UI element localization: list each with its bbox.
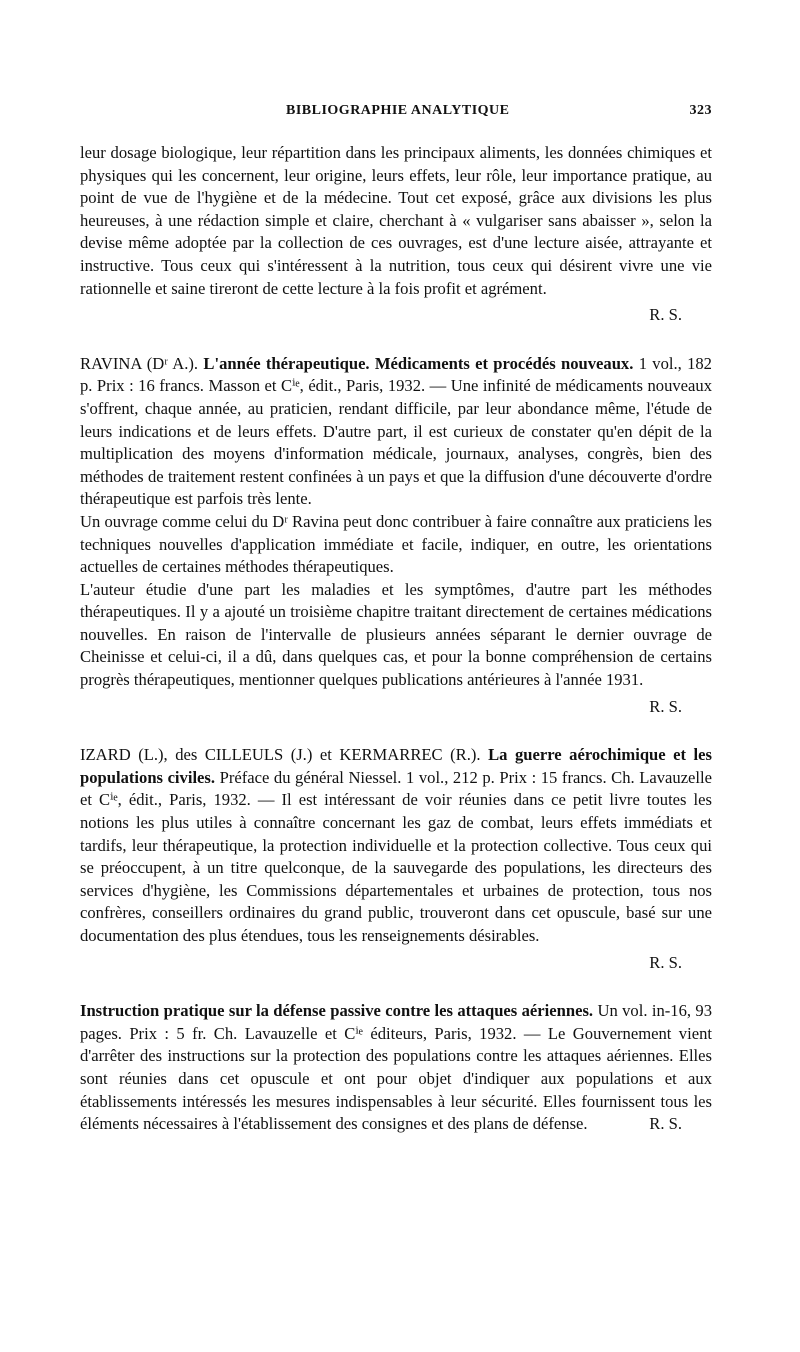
running-title: BIBLIOGRAPHIE ANALYTIQUE bbox=[286, 103, 510, 118]
book-author: RAVINA (Dʳ A.). bbox=[80, 353, 199, 373]
page-number: 323 bbox=[689, 103, 712, 118]
review-signature: R. S. bbox=[649, 952, 682, 972]
review-signature: R. S. bbox=[649, 696, 682, 716]
book-publication: Un vol. in-16, 93 pages. Prix : 5 fr. Ch. Lavauzelle et Cⁱᵉ éditeurs, Paris, 1932. bbox=[80, 1001, 712, 1043]
review-entry-defense-passive bbox=[80, 1000, 712, 1136]
review-signature: R. S. bbox=[649, 1114, 682, 1134]
page-header bbox=[80, 103, 712, 125]
review-signature: R. S. bbox=[649, 305, 682, 325]
review-paragraph: L'auteur étudie d'une part les maladies et les symptômes, d'autre part les méthodes thérapeutiques. Il y a ajouté un troisième chapitre traitant directement de certaines médications nouvelles. En raison de l'intervalle de plusieurs années séparant le dernier ouvrage de Cheinisse et celui-ci, il a dû, dans quelques cas, et pour la bonne compréhension de certains progrès thérapeutiques, mentionner quelques publications antérieures à l'année 1931. bbox=[80, 579, 712, 690]
review-text: — Le Gouvernement vient d'arrêter des instructions sur la protection des populations contre les attaques aériennes. Elles sont réunies dans cet opuscule et ont pour objet d'indiquer aux populations et aux établissements intéressés les mesures indispensables à leur sécurité. Elles fournissent tous les éléments nécessaires à l'établissement des consignes et des plans de défense. bbox=[80, 1023, 712, 1134]
review-entry-ravina bbox=[80, 353, 712, 719]
page-body bbox=[80, 142, 712, 1136]
review-paragraph bbox=[80, 353, 712, 511]
book-publication: 1 vol., 182 p. Prix : 16 francs. Masson et Cⁱᵉ, édit., Paris, 1932. bbox=[80, 353, 712, 396]
review-paragraph: Un ouvrage comme celui du Dʳ Ravina peut donc contribuer à faire connaître aux praticiens les techniques nouvelles d'application immédiate et facile, indiquer, en outre, les orientations actuelles de certaines méthodes thérapeutiques. bbox=[80, 511, 712, 577]
review-paragraph bbox=[80, 744, 712, 947]
review-text: — Une infinité de médicaments nouveaux s'offrent, chaque année, au praticien, rendant difficile, par leur abondance même, l'étude de leurs indications et de leurs effets. D'autre part, il est curieux de constater qu'en dépit de la multiplication des moyens d'information médicale, journaux, analyses, congrès, bien des méthodes de traitement restent confinées à un pays et que la diffusion d'une découverte d'ordre thérapeutique est parfois très lente. bbox=[80, 376, 712, 509]
book-title: La guerre aérochimique et les populations civiles. bbox=[80, 745, 712, 787]
review-entry-izard bbox=[80, 744, 712, 974]
review-text: — Il est intéressant de voir réunies dans ce petit livre toutes les notions les plus utiles à connaître concernant les gaz de combat, leurs effets immédiats et tardifs, leur thérapeutique, la protection individuelle et la protection collective. Tous ceux qui se préoccupent, à un titre quelconque, de la sauvegarde des populations, les directeurs des services d'hygiène, les Commissions départementales et urbaines de protection, tous nos confrères, conseillers ordinaires du grand public, trouveront dans cet opuscule, basé sur une documentation des plus étendues, tous les renseignements désirables. bbox=[80, 790, 712, 945]
book-author: IZARD (L.), des CILLEULS (J.) et KERMARREC (R.). bbox=[80, 745, 481, 765]
review-entry-vitamins-continued bbox=[80, 142, 712, 327]
book-title: Instruction pratique sur la défense passive contre les attaques aériennes. bbox=[80, 1001, 594, 1021]
review-paragraph bbox=[80, 1000, 712, 1136]
book-publication: Préface du général Niessel. 1 vol., 212 p. Prix : 15 francs. Ch. Lavauzelle et Cⁱᵉ, édit., Paris, 1932. bbox=[80, 767, 713, 810]
book-title: L'année thérapeutique. Médicaments et procédés nouveaux. bbox=[203, 353, 634, 373]
review-paragraph: leur dosage biologique, leur répartition dans les principaux aliments, les données chimiques et physiques qui les concernent, leur origine, leurs effets, leur rôle, leur importance pratique, au point de vue de l'hygiène et de la médecine. Tout cet exposé, grâce aux divisions les plus heureuses, à une rédaction simple et claire, cherchant à « vulgariser sans abaisser », selon la devise même adoptée par la collection de ces ouvrages, est d'une lecture aisée, attrayante et instructive. Tous ceux qui s'intéressent à la nutrition, tous ceux qui désirent vivre une vie rationnelle et saine tireront de cette lecture à la fois profit et agrément. bbox=[80, 143, 712, 298]
